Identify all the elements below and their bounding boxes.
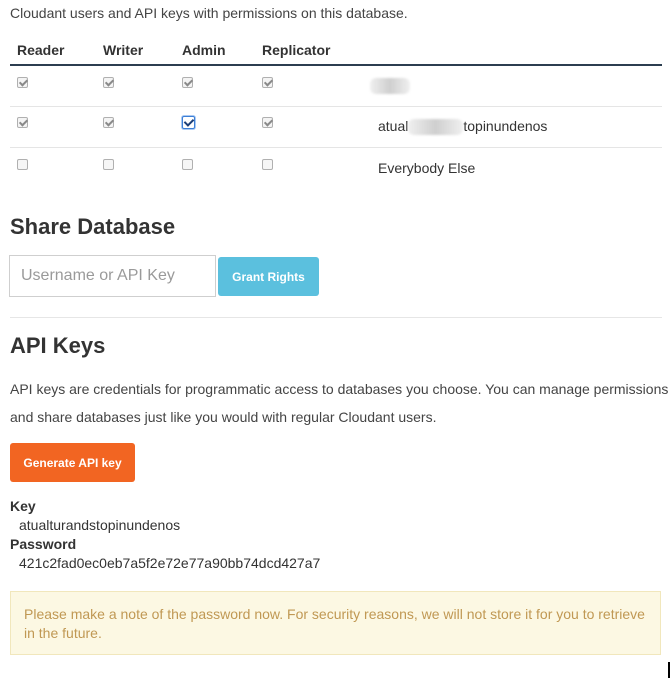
redacted-username — [408, 119, 463, 135]
redacted-username — [370, 78, 410, 94]
replicator-checkbox[interactable] — [262, 117, 273, 128]
api-keys-title: API Keys — [10, 333, 106, 358]
share-database-title: Share Database — [10, 214, 176, 239]
admin-checkbox[interactable] — [182, 77, 193, 88]
key-label: Key — [10, 498, 36, 514]
key-value: atualturandstopinundenos — [19, 517, 181, 533]
header-user — [360, 35, 662, 65]
user-name: atual — [378, 117, 409, 134]
generate-api-key-button[interactable]: Generate API key — [10, 443, 135, 482]
header-replicator: Replicator — [255, 35, 360, 65]
permissions-intro: Cloudant users and API keys with permissions on this database. — [10, 5, 408, 21]
username-or-api-key-input[interactable] — [9, 255, 216, 297]
api-keys-description: API keys are credentials for programmatic access to databases you choose. You can manage permissions and share databases just like you would with regular Cloudant users. — [10, 381, 669, 425]
replicator-checkbox[interactable] — [262, 77, 273, 88]
header-reader: Reader — [10, 35, 96, 65]
header-admin: Admin — [175, 35, 255, 65]
reader-checkbox[interactable] — [17, 159, 28, 170]
table-row — [10, 147, 662, 188]
reader-checkbox[interactable] — [17, 77, 28, 88]
table-row — [10, 106, 662, 147]
writer-checkbox[interactable] — [103, 117, 114, 128]
user-name: Everybody Else — [378, 159, 476, 176]
admin-checkbox[interactable] — [182, 159, 193, 170]
section-divider — [10, 317, 662, 318]
admin-checkbox[interactable] — [182, 116, 195, 129]
text-cursor — [668, 662, 670, 678]
replicator-checkbox[interactable] — [262, 159, 273, 170]
permissions-header-row — [10, 35, 662, 65]
writer-checkbox[interactable] — [103, 77, 114, 88]
permissions-table — [10, 35, 662, 188]
password-warning-alert: Please make a note of the password now. For security reasons, we will not store it for you to retrieve in the future. — [10, 591, 661, 655]
writer-checkbox[interactable] — [103, 159, 114, 170]
password-value: 421c2fad0ec0eb7a5f2e72e77a90bb74dcd427a7 — [19, 555, 321, 571]
grant-rights-button[interactable]: Grant Rights — [218, 257, 319, 296]
header-writer: Writer — [96, 35, 175, 65]
user-name-suffix: topinundenos — [463, 117, 548, 134]
password-label: Password — [10, 536, 77, 552]
table-row — [10, 65, 662, 106]
reader-checkbox[interactable] — [17, 117, 28, 128]
